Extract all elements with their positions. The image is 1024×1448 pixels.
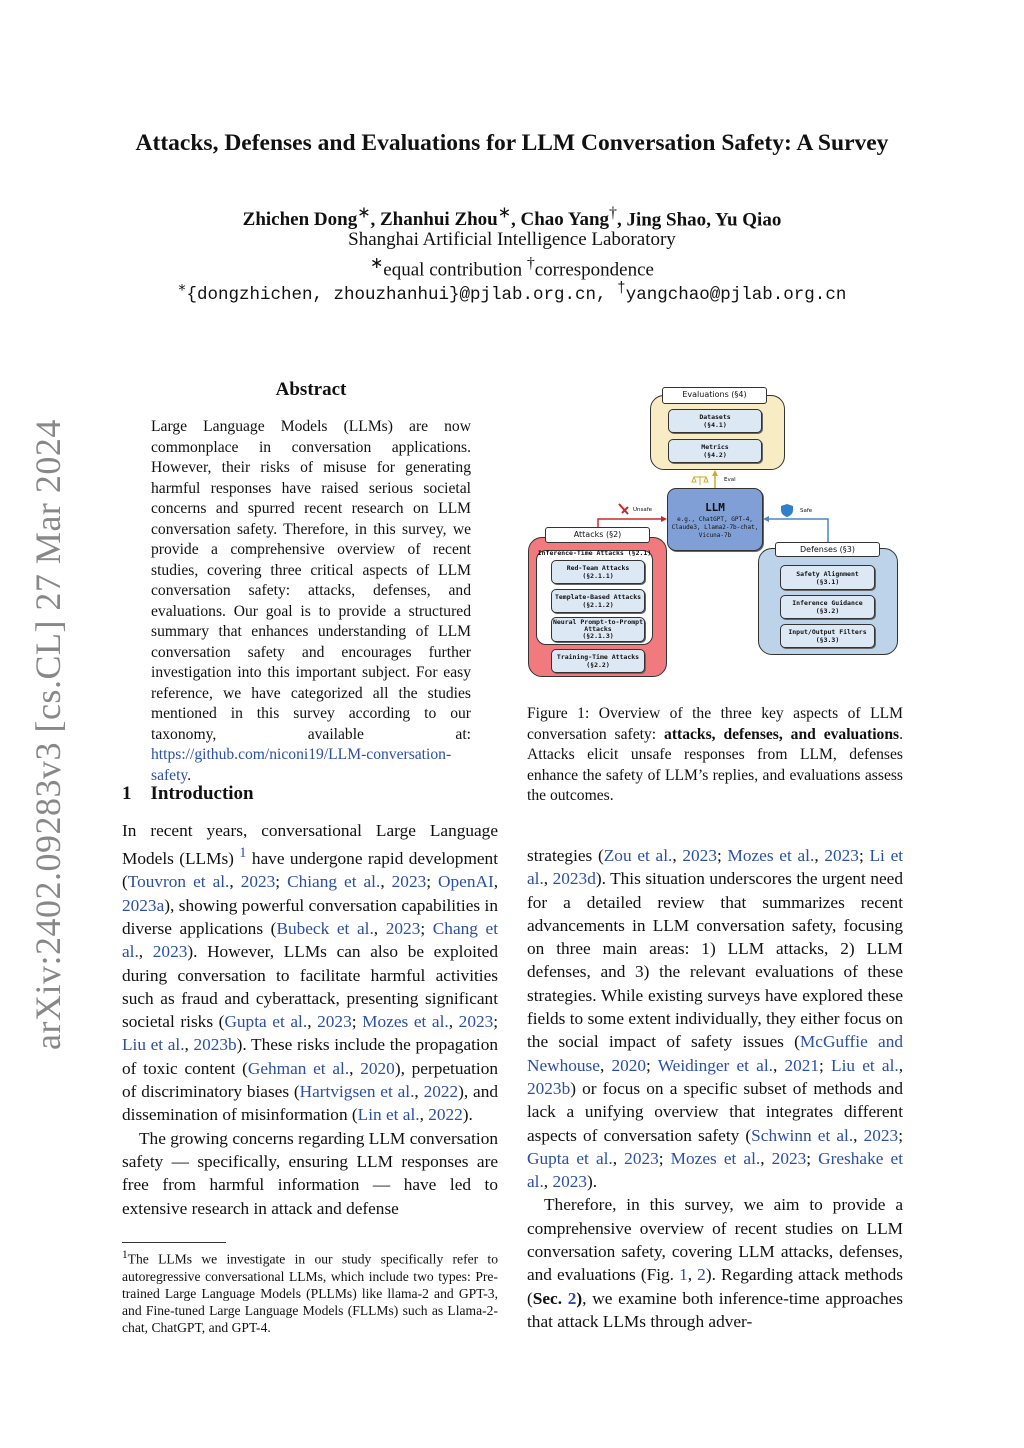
text-run: , <box>373 918 386 938</box>
text-run: , <box>448 1012 459 1032</box>
box-section: (§2.1.2) <box>582 601 614 609</box>
text-run: ). <box>462 1105 473 1125</box>
intro-paragraph-2 <box>122 1127 498 1220</box>
text-run: , <box>138 942 153 962</box>
text-run: ; <box>426 872 439 892</box>
sword-icon <box>619 504 628 514</box>
safe-arrowhead <box>763 516 769 522</box>
text-run: ; <box>420 918 433 938</box>
citation-link[interactable]: Touvron et al. <box>127 872 230 892</box>
equal-contribution: equal contribution <box>383 259 523 281</box>
text-run: , <box>612 1148 625 1168</box>
citation-link[interactable]: https://github.com/niconi19/LLM-conversation-safety <box>151 746 452 784</box>
safety-alignment-box <box>780 565 875 590</box>
citation-link[interactable]: Hartvigsen et al. <box>299 1082 415 1102</box>
text-run: , <box>493 872 499 892</box>
text-run: , <box>687 1265 698 1285</box>
citation-link[interactable]: Liu et al. <box>831 1055 899 1075</box>
safe-label: Safe <box>800 508 813 514</box>
box-label: Template-Based Attacks <box>554 593 642 601</box>
text-run: , <box>380 872 392 892</box>
citation-link[interactable]: Zou et al. <box>603 846 673 865</box>
training-time-box <box>551 649 645 673</box>
citation-link[interactable]: 2023a <box>122 895 165 915</box>
text-run: , <box>414 1082 424 1102</box>
citation-link[interactable]: Lin et al. <box>357 1105 420 1125</box>
box-section: (§2.1.1) <box>582 572 614 580</box>
box-label: Metrics <box>701 443 729 451</box>
intro-paragraph-3 <box>527 1193 903 1333</box>
citation-link[interactable]: Mozes et al. <box>727 846 815 865</box>
scale-icon <box>692 476 708 485</box>
citation-link[interactable]: 2023 <box>152 942 188 962</box>
text-run: ; <box>351 1012 363 1032</box>
citation-link[interactable]: Li et al. <box>527 846 904 889</box>
box-section: (§3.1) <box>815 577 840 586</box>
citation-link[interactable]: Gupta et al. <box>224 1012 308 1032</box>
footnote-rule <box>122 1242 226 1243</box>
citation-link[interactable]: 2023 <box>317 1012 352 1032</box>
llm-title: LLM <box>705 500 725 514</box>
template-based-box <box>551 589 645 613</box>
text-run: ; <box>806 1148 819 1168</box>
author: Yu Qiao <box>714 209 782 231</box>
llm-examples: e.g., ChatGPT, GPT-4, Claude3, Llama2-7b-chat, Vicuna-7b <box>671 515 759 539</box>
figure-caption <box>527 704 903 807</box>
author: Jing Shao <box>626 209 707 231</box>
box-label: Safety Alignment <box>796 569 859 578</box>
text-run: , <box>543 869 553 889</box>
text-run: , <box>349 1058 361 1078</box>
text-run: ; <box>819 1055 832 1075</box>
box-section: (§3.3) <box>815 636 840 644</box>
text-run: 1 <box>122 1249 128 1261</box>
citation-link[interactable]: Liu et al. <box>122 1035 185 1055</box>
text-run: ; <box>646 1055 658 1075</box>
text-run: , <box>772 1055 785 1075</box>
citation-link[interactable]: 2023 <box>458 1012 494 1032</box>
intro-paragraph-1 <box>122 819 498 1127</box>
citation-link[interactable]: 2023 <box>824 846 859 865</box>
eval-arrowhead <box>712 470 718 476</box>
llm-box <box>667 488 763 551</box>
text-run: Therefore, in this survey, we aim to provide a comprehensive overview of recent studies on LLM conversation safety, covering LLM attacks, defenses, and evaluations (Fig. <box>527 1195 903 1285</box>
eval-label: Eval <box>724 477 736 483</box>
email-group-2: yangchao@pjlab.org.cn <box>625 284 847 305</box>
defenses-title: Defenses (§3) <box>775 542 880 557</box>
citation-link[interactable]: Mozes et al. <box>670 1148 761 1168</box>
text-run: The growing concerns regarding LLM conversation safety — specifically, ensuring LLM responses are free from harmful information — have led to extensive research in attack and defense <box>122 1128 498 1218</box>
citation-link[interactable]: 2020 <box>611 1055 647 1075</box>
unsafe-arrow <box>598 519 664 527</box>
text-run: ), showing powerful conversation capabilities in diverse applications ( <box>122 895 498 938</box>
text-run: ; <box>658 1148 671 1168</box>
box-section: (§2.1.3) <box>582 632 614 640</box>
text-run: , <box>543 1172 553 1192</box>
text-run: ). However, LLMs can also be exploited during conversation to facilitate harmful activities such as fraud and cyberattack, presenting significant societal risks ( <box>122 942 498 1032</box>
box-label: Training-Time Attacks <box>556 653 640 661</box>
neural-prompt-box <box>551 617 645 642</box>
citation-link[interactable]: 2022 <box>428 1105 463 1125</box>
citation-link[interactable]: Chang et al. <box>122 918 499 962</box>
box-label: Inference Guidance <box>792 599 863 607</box>
arxiv-identifier: arXiv:2402.09283v3 [cs.CL] 27 Mar 2024 <box>28 419 68 1050</box>
text-run: Figure 1: Overview of the three key aspects of LLM conversation safety: <box>527 705 903 743</box>
text-run: ; <box>493 1012 499 1032</box>
text-run: ; <box>275 872 288 892</box>
red-team-box <box>551 560 645 584</box>
attacks-title: Attacks (§2) <box>545 527 650 543</box>
citation-link[interactable]: Gehman et al. <box>247 1058 350 1078</box>
box-section: (§2.2) <box>586 661 610 669</box>
safe-arrow <box>766 519 828 542</box>
text-run: , <box>229 872 241 892</box>
text-run: ) <box>576 1288 583 1308</box>
evaluations-title: Evaluations (§4) <box>662 387 767 404</box>
paper-title: Attacks, Defenses and Evaluations for LLM Conversation Safety: A Survey <box>135 130 889 156</box>
box-section: (§3.2) <box>815 607 840 615</box>
metrics-box <box>668 439 762 463</box>
author: Chao Yang† <box>520 205 617 231</box>
text-run: , <box>853 1125 864 1145</box>
text-run: ). This situation underscores the urgent need for a detailed review that summarizes recent advancements in LLM conversation safety, focusing on three main areas: 1) LLM attacks, 2) LLM defenses, and 3) the relevant evaluations of these strategies. While existing surveys have explored these fields to some extent individually, they either focus on the social impact of safety issues ( <box>527 869 903 1052</box>
text-run: ). These risks include the propagation of toxic content ( <box>122 1035 498 1078</box>
citation-link[interactable]: McGuffie and Newhouse <box>527 1032 903 1075</box>
box-label: Datasets <box>699 413 731 421</box>
citation-link[interactable]: 2022 <box>423 1082 459 1102</box>
text-run: have undergone rapid development ( <box>122 849 498 892</box>
text-run: attacks, defenses, and evaluations <box>664 725 900 743</box>
filters-box <box>780 624 875 648</box>
text-run: Large Language Models (LLMs) are now commonplace in conversation applications. However, their risks of misuse for generating harmful responses have raised serious societal concerns and spurred recent research on LLM conversation safety. Therefore, in this survey, we provide a comprehensive overview of recent studies, covering three critical aspects of LLM conversation safety: attacks, defenses, and evaluations. Our goal is to provide a structured summary that enhances understanding of LLM conversation safety and encourages further investigation into this important subject. For easy reference, we have categorized all the studies mentioned in this survey according to our taxonomy, available at: <box>151 418 471 743</box>
citation-link[interactable]: 2023 <box>552 1172 587 1192</box>
author: Zhanhui Zhou∗ <box>379 205 512 231</box>
text-run: , <box>184 1035 194 1055</box>
section-number: 1 <box>122 783 132 804</box>
citation-link[interactable]: 2 <box>697 1265 706 1285</box>
text-run: In recent years, conversational Large Language Models (LLMs) <box>122 821 498 869</box>
footnote <box>122 1247 498 1336</box>
text-run: , <box>419 1105 429 1125</box>
text-run: ; <box>898 1125 903 1145</box>
text-run: ), and dissemination of misinformation ( <box>122 1082 498 1125</box>
emails: ∗{dongzhichen, zhouzhanhui}@pjlab.org.cn, †yangchao@pjlab.org.cn <box>177 281 847 305</box>
text-run: , <box>760 1148 772 1168</box>
text-run: ). <box>587 1172 598 1192</box>
text-run: . Attacks elicit unsafe responses from LLM, defenses enhance the safety of LLM’s replies, and evaluations assess the outcomes. <box>527 725 903 805</box>
text-run: ; <box>858 846 870 865</box>
citation-link[interactable]: 2023 <box>391 872 427 892</box>
citation-link[interactable]: 1 <box>239 845 247 862</box>
box-section: (§4.1) <box>703 421 727 429</box>
email-group-1: {dongzhichen, zhouzhanhui}@pjlab.org.cn, <box>186 284 607 305</box>
citation-link[interactable]: 2023 <box>863 1125 899 1145</box>
right-column <box>527 844 903 1333</box>
text-run: ). Regarding attack methods ( <box>527 1265 903 1308</box>
author-list: Zhichen Dong∗, Zhanhui Zhou∗, Chao Yang†, Jing Shao, Yu Qiao <box>242 205 782 231</box>
citation-link[interactable]: 2023 <box>682 846 717 865</box>
text-run: strategies ( <box>527 846 604 865</box>
contribution-note: ∗equal contribution †correspondence <box>370 255 654 281</box>
citation-link[interactable]: 2023 <box>240 872 276 892</box>
text-run: , <box>814 846 825 865</box>
box-section: (§4.2) <box>703 451 727 459</box>
abstract-heading: Abstract <box>275 379 347 400</box>
citation-link[interactable]: 2023b <box>193 1035 237 1055</box>
text-run: ) or focus on a specific subset of methods and lack a unifying overview that integrates different aspects of conversation safety ( <box>527 1078 903 1145</box>
citation-link[interactable]: 2021 <box>784 1055 820 1075</box>
shield-icon <box>781 504 793 517</box>
intro-heading <box>122 783 254 805</box>
text-run: . <box>187 766 192 784</box>
citation-link[interactable]: 1 <box>679 1265 688 1285</box>
text-run: The LLMs we investigate in our study specifically refer to autoregressive conversational LLMs, which include two types: Pre-trained Large Language Models (PLLMs) like llama-2 and GPT-3, and Fine-tuned Large Language Models (FLLMs) such as Llama-2-chat, ChatGPT, and GPT-4. <box>122 1251 498 1335</box>
citation-link[interactable]: 2020 <box>360 1058 395 1078</box>
text-run: ; <box>716 846 728 865</box>
datasets-box <box>668 409 762 433</box>
citation-link[interactable]: 2023b <box>527 1078 571 1098</box>
inference-guidance-box <box>780 595 875 619</box>
citation-link[interactable]: 2 <box>567 1288 577 1308</box>
citation-link[interactable]: Greshake et al. <box>527 1148 903 1192</box>
citation-link[interactable]: 2023d <box>552 869 596 889</box>
text-run: , <box>599 1055 612 1075</box>
text-run: , we examine both inference-time approaches that attack LLMs through adver- <box>527 1288 903 1331</box>
box-label: Input/Output Filters <box>788 628 867 636</box>
citation-link[interactable]: Chiang et al. <box>287 872 381 892</box>
correspondence: correspondence <box>534 259 654 281</box>
author: Zhichen Dong∗ <box>242 205 371 231</box>
intro-paragraph-2-continued <box>527 844 903 1193</box>
citation-link[interactable]: 2023 <box>771 1148 807 1168</box>
text-run: ), perpetuation of discriminatory biases ( <box>122 1058 499 1102</box>
citation-link[interactable]: 2023 <box>624 1148 659 1168</box>
inference-time-title: Inference-Time Attacks (§2.1) <box>537 549 652 557</box>
citation-link[interactable]: Schwinn et al. <box>751 1125 854 1145</box>
citation-link[interactable]: Mozes et al. <box>362 1012 449 1032</box>
text-run: , <box>672 846 683 865</box>
text-run: , <box>898 1055 904 1075</box>
citation-link[interactable]: 2023 <box>385 918 421 938</box>
citation-link[interactable]: Weidinger et al. <box>657 1055 773 1075</box>
section-title: Introduction <box>150 783 254 804</box>
text-run: , <box>307 1012 318 1032</box>
citation-link[interactable]: Bubeck et al. <box>276 918 374 938</box>
text-run: Sec. <box>532 1288 568 1308</box>
affiliation: Shanghai Artificial Intelligence Laboratory <box>348 229 676 250</box>
citation-link[interactable]: OpenAI <box>438 872 494 892</box>
citation-link[interactable]: Gupta et al. <box>527 1148 613 1168</box>
box-label: Red-Team Attacks <box>566 564 630 572</box>
box-label: Neural Prompt-to-Prompt Attacks <box>552 618 643 633</box>
left-column <box>122 819 498 1220</box>
unsafe-label: Unsafe <box>633 507 653 513</box>
